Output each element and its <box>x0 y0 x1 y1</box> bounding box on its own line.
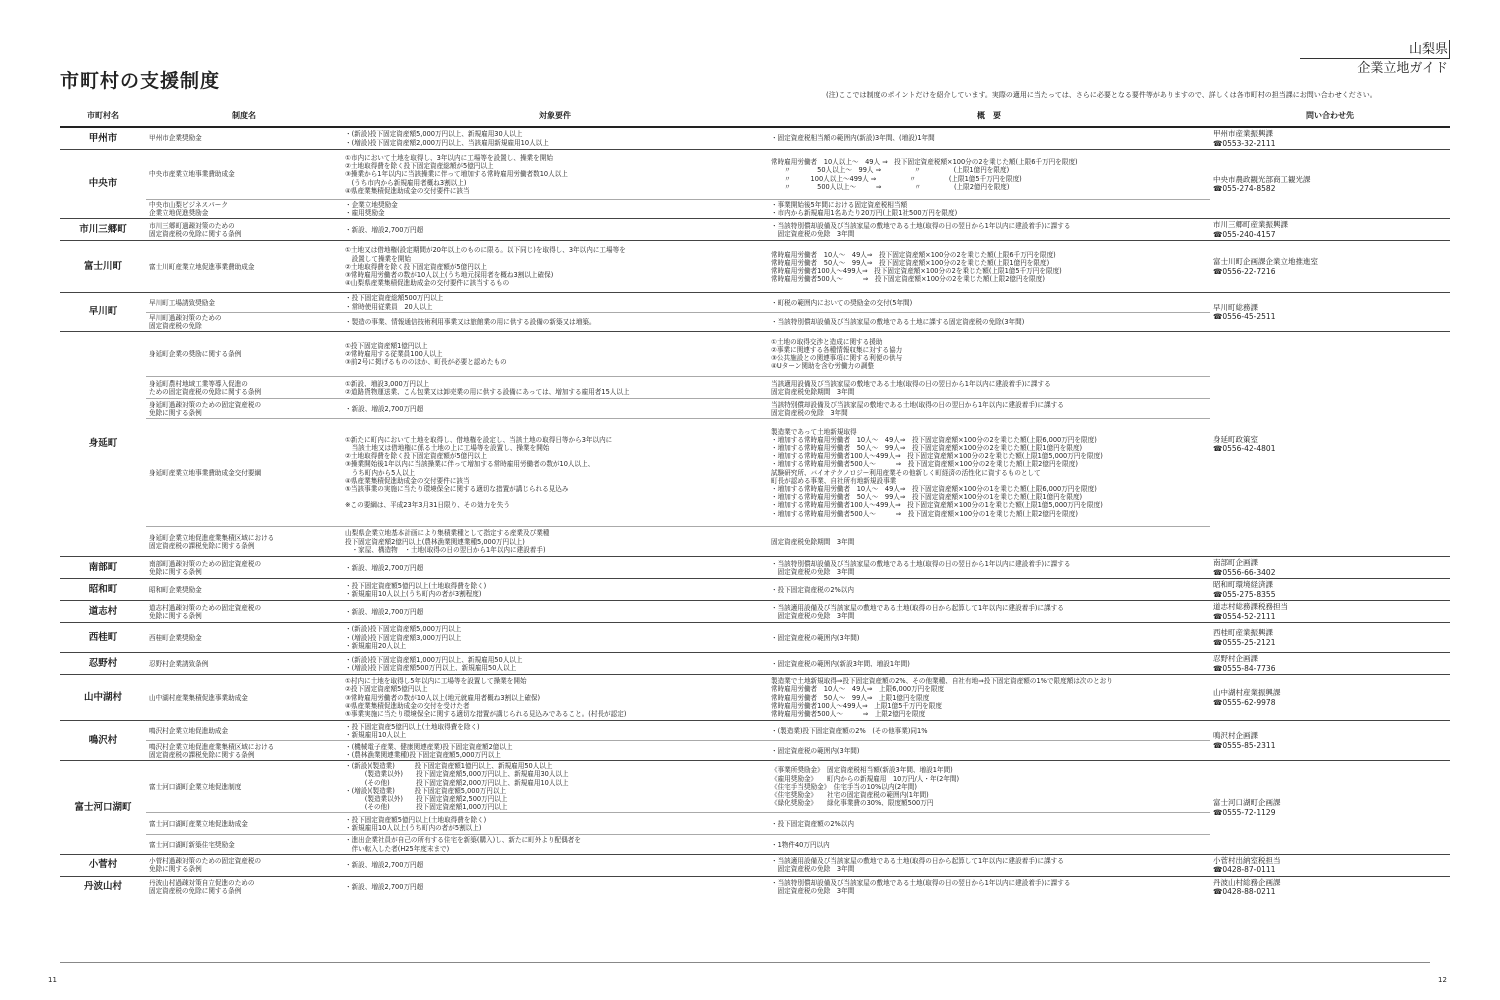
requirements-cell: ①土地又は借地権(設定期間が20年以上のものに限る。以下同じ)を取得し、3年以内に工場等を 設置して操業を開始 ②土地取得費を除く投下固定資産額が5億円以上 ③常時雇用労働者の数が10人以上(うち地元採用者を概ね3割以上確保) ④山梨県産業集積促進助成金の交付要件に該当するもの <box>342 241 768 293</box>
requirements-cell: ・新設、増設2,700万円超 <box>342 219 768 241</box>
contact-cell: 忍野村企画課 ☎0555-84-7736 <box>1210 653 1450 675</box>
municipality-cell: 身延町 <box>60 332 146 557</box>
requirements-cell: ①新設、増設3,000万円以上 ②道路貨物運送業、こん包業又は卸売業の用に供する設備にあっては、増加する雇用者15人以上 <box>342 377 768 399</box>
system-name-cell: 富士川町産業立地促進事業費助成金 <box>146 241 342 293</box>
support-system-table <box>60 104 1450 898</box>
requirements-cell: ・(新設)投下固定資産額5,000万円以上 ・(増設)投下固定資産額3,000万円以上 ・新規雇用20人以上 <box>342 623 768 653</box>
contact-cell: 南部町企画課 ☎0556-66-3402 <box>1210 557 1450 579</box>
requirements-cell: ①市内において土地を取得し、3年以内に工場等を設置し、操業を開始 ②土地取得費を除く投下固定資産総額が5億円以上 ③操業から1年以内に当該操業に伴って増加する常時雇用労働者数10人以上 (うち市内から新規雇用者概ね3割以上) ④県産業集積促進助成金の交付要件に該当 <box>342 150 768 200</box>
contact-cell: 丹波山村総務企画課 ☎0428-88-0211 <box>1210 876 1450 898</box>
outline-cell: ・固定資産税の範囲内(3年間) <box>768 623 1210 653</box>
municipality-cell: 甲州市 <box>60 127 146 150</box>
system-name-cell: 忍野村企業誘致条例 <box>146 653 342 675</box>
table-row <box>60 854 1450 876</box>
outline-cell: ・投下固定資産税の2%以内 <box>768 579 1210 601</box>
disclaimer-note: (注)ここでは制度のポイントだけを紹介しています。実際の適用に当たっては、さらに必要となる要件等がありますので、詳しくは各市町村の担当課にお問い合わせください。 <box>826 91 1377 99</box>
table-row <box>60 241 1450 293</box>
contact-cell: 身延町政策室 ☎0556-42-4801 <box>1210 332 1450 557</box>
table-header-row <box>60 104 1450 127</box>
contact-cell: 市川三郷町産業振興課 ☎055-240-4157 <box>1210 219 1450 241</box>
system-name-cell: 道志村過疎対策のための固定資産税の 免除に関する条例 <box>146 601 342 623</box>
system-name-cell: 早川町工場誘致奨励金 <box>146 293 342 312</box>
municipality-cell: 早川町 <box>60 293 146 332</box>
table-row <box>60 127 1450 150</box>
outline-cell: 当該適用設備及び当該家屋の敷地である土地(取得の日の翌日から1年以内に建設着手)に課する 固定資産税免除期間 3年間 <box>768 377 1210 399</box>
guide-label: 企業立地ガイド <box>1357 61 1448 76</box>
requirements-cell: ・企業立地奨励金 ・雇用奨励金 <box>342 200 768 219</box>
table-row <box>60 761 1450 813</box>
system-name-cell: 中央市産業立地事業費助成金 <box>146 150 342 200</box>
outline-cell: ・当該特別償却設備及び当該家屋の敷地である土地に課する固定資産税の免除(3年間) <box>768 312 1210 331</box>
contact-cell: 中央市農政観光部商工観光課 ☎055-274-8582 <box>1210 150 1450 219</box>
col-header-muni: 市町村名 <box>60 104 146 127</box>
outline-cell: ・当該適用設備及び当該家屋の敷地である土地(取得の日から起算して1年以内に建設着手)に課する 固定資産税の免除 3年間 <box>768 601 1210 623</box>
prefecture-label: 山梨県 <box>1408 42 1448 57</box>
outline-cell: ・1物件40万円以内 <box>768 835 1210 854</box>
page-number-right: 12 <box>1438 976 1447 984</box>
table-row <box>60 675 1450 721</box>
outline-cell: ・当該特別償却設備及び当該家屋の敷地である土地(取得の日の翌日から1年以内に建設着手)に課する 固定資産税の免除 3年間 <box>768 557 1210 579</box>
system-name-cell: 身延町農村地域工業等導入促進の ための固定資産税の免除に関する条例 <box>146 377 342 399</box>
system-name-cell: 西桂町企業奨励金 <box>146 623 342 653</box>
publication-header <box>1357 40 1448 78</box>
outline-cell: 常時雇用労働者 10人以上～ 49人 ⇒ 投下固定資産税額×100分の2を乗じた額(上限6千万円を限度) 〃 50人以上～ 99人 ⇒ 〃 (上限1億円を限度) 〃 100人以上～499人 ⇒ 〃 (上限1億5千万円を限度) 〃 500人以上～ ⇒ 〃 (上限2億円を限度) <box>768 150 1210 200</box>
outline-cell: ・当該特別償却設備及び当該家屋の敷地である土地(取得の日の翌日から1年以内に建設着手)に課する 固定資産税の免除 3年間 <box>768 219 1210 241</box>
table-row <box>60 721 1450 741</box>
system-name-cell: 甲州市企業奨励金 <box>146 127 342 150</box>
outline-cell: ・当該適用設備及び当該家屋の敷地である土地(取得の日から起算して1年以内に建設着手)に課する 固定資産税の免除 3年間 <box>768 854 1210 876</box>
contact-cell: 早川町総務課 ☎0556-45-2511 <box>1210 293 1450 332</box>
requirements-cell: ・投下固定資産額5億円以上(土地取得費を除く) ・新規雇用10人以上(うち町内の者が3割程度) <box>342 579 768 601</box>
system-name-cell: 昭和町企業奨励金 <box>146 579 342 601</box>
municipality-cell: 鳴沢村 <box>60 721 146 761</box>
requirements-cell: 山梨県企業立地基本計画により集積業種として指定する産業及び業種 投下固定資産額2億円以上(農林漁業関連業種5,000万円以上) ・家屋、構造物 ・土地(取得の日の翌日から1年以内に建設着手) <box>342 527 768 557</box>
outline-cell: 固定資産税免除期間 3年間 <box>768 527 1210 557</box>
outline-cell: 当該特別償却設備及び当該家屋の敷地である土地(取得の日の翌日から1年以内に建設着手)に課する 固定資産税の免除 3年間 <box>768 399 1210 419</box>
requirements-cell: ・投下固定資産総額500万円以上 ・常時使用従業員 20人以上 <box>342 293 768 312</box>
requirements-cell: ・投下固定資産額5億円以上(土地取得費を除く) ・新規雇用10人以上(うち町内の者が5割以上) <box>342 813 768 835</box>
col-header-requirements: 対象要件 <box>342 104 768 127</box>
contact-cell: 西桂町産業振興課 ☎0555-25-2121 <box>1210 623 1450 653</box>
municipality-cell: 富士川町 <box>60 241 146 293</box>
municipality-cell: 市川三郷町 <box>60 219 146 241</box>
system-name-cell: 南部町過疎対策のための固定資産税の 免除に関する条例 <box>146 557 342 579</box>
table-row <box>60 557 1450 579</box>
contact-cell: 山中湖村産業振興課 ☎0555-62-9978 <box>1210 675 1450 721</box>
system-name-cell: 中央市山梨ビジネスパーク 企業立地促進奨励金 <box>146 200 342 219</box>
municipality-cell: 道志村 <box>60 601 146 623</box>
requirements-cell: ・製造の事業、情報通信技術利用事業又は旅館業の用に供する設備の新築又は増築。 <box>342 312 768 331</box>
system-name-cell: 鳴沢村企業立地促進助成金 <box>146 721 342 741</box>
municipality-cell: 小菅村 <box>60 854 146 876</box>
table-row <box>60 219 1450 241</box>
outline-cell: ・固定資産税相当額の範囲内(新設)3年間、(増設)1年間 <box>768 127 1210 150</box>
outline-cell: ①土地の取得交渉と造成に関する援助 ②事業に関連する各種情報収集に対する協力 ③公共施設との関連事項に関する利便の供与 ④Uターン関助を含む労働力の調整 <box>768 332 1210 377</box>
system-name-cell: 富士河口湖町産業立地促進助成金 <box>146 813 342 835</box>
table-row <box>60 332 1450 377</box>
system-name-cell: 身延町企業立地促進産業集積区域における 固定資産税の課税免除に関する条例 <box>146 527 342 557</box>
system-name-cell: 小菅村過疎対策のための固定資産税の 免除に関する条例 <box>146 854 342 876</box>
system-name-cell: 富士河口湖町企業立地促進制度 <box>146 761 342 813</box>
col-header-contact: 問い合わせ先 <box>1210 104 1450 127</box>
contact-cell: 昭和町環境経済課 ☎055-275-8355 <box>1210 579 1450 601</box>
contact-cell: 甲州市産業振興課 ☎0553-32-2111 <box>1210 127 1450 150</box>
table-row <box>60 623 1450 653</box>
requirements-cell: ・(新設)投下固定資産額5,000万円以上、新規雇用30人以上 ・(増設)投下固定資産額2,000万円以上、当該雇用新規雇用10人以上 <box>342 127 768 150</box>
requirements-cell: ・新設、増設2,700万円超 <box>342 601 768 623</box>
system-name-cell: 山中湖村産業集積促進事業助成金 <box>146 675 342 721</box>
system-name-cell: 鳴沢村企業立地促進産業集積区域における 固定資産税の課税免除に関する条例 <box>146 741 342 761</box>
requirements-cell: ①村内に土地を取得し5年以内に工場等を設置して操業を開始 ②投下固定資産額5億円以上 ③常時雇用労働者の数が10人以上(地元就雇用者概ね3割以上確保) ④県産業集積促進助成金の交付を受けた者 ⑤事業実施に当たり環境保全に関する適切な措置が講じられる見込みであること。(村長が認定) <box>342 675 768 721</box>
municipality-cell: 山中湖村 <box>60 675 146 721</box>
table-row <box>60 150 1450 200</box>
municipality-cell: 丹波山村 <box>60 876 146 898</box>
requirements-cell: ・(新設)投下固定資産額1,000万円以上、新規雇用50人以上 ・(増設)投下固定資産額500万円以上、新規雇用50人以上 <box>342 653 768 675</box>
contact-cell: 道志村総務課税務担当 ☎0554-52-2111 <box>1210 601 1450 623</box>
outline-cell: ・町税の範囲内においての奨励金の交付(5年間) <box>768 293 1210 312</box>
outline-cell: 《事業所奨励金》 固定資産税相当額(新設3年間、増設1年間) 《雇用奨励金》 町内からの新規雇用 10万円/人・年(2年間) 《住宅手当奨励金》 住宅手当の10%以内(2年間) 《住宅奨励金》 社宅の固定資産税の範囲内(1年間) 《緑化奨励金》 緑化事業費の30%、限度額500万円 <box>768 761 1210 813</box>
municipality-cell: 中央市 <box>60 150 146 219</box>
col-header-outline: 概 要 <box>768 104 1210 127</box>
outline-cell: ・投下固定資産額の2%以内 <box>768 813 1210 835</box>
municipality-cell: 昭和町 <box>60 579 146 601</box>
requirements-cell: ・投下固定資産5億円以上(土地取得費を除く) ・新規雇用10人以上 <box>342 721 768 741</box>
col-header-system: 制度名 <box>146 104 342 127</box>
header-rule-vertical <box>1449 40 1450 58</box>
requirements-cell: ①新たに町内において土地を取得し、借地権を設定し、当該土地の取得日等から3年以内に 当該土地又は借地権に係る土地の上に工場等を設置し、操業を開始 ②土地取得費を除く投下固定資産額が5億円以上 ③操業開始後1年以内に当該操業に伴って増加する常時雇用労働者の数が10人以上、 うち町内から5人以上 ④県産業集積促進助成金の交付要件に該当 ⑤当該事業の実施に当たり環境保全に関する適切な措置が講じられる見込み ※この要綱は、平成23年3月31日限り、その効力を失う <box>342 419 768 527</box>
outline-cell: ・当該特別償却設備及び当該家屋の敷地である土地(取得の日の翌日から1年以内に建設着手)に課する 固定資産税の免除 3年間 <box>768 876 1210 898</box>
table-row <box>60 653 1450 675</box>
footer-rule <box>60 962 1430 963</box>
system-name-cell: 身延町産業立地事業費助成金交付要綱 <box>146 419 342 527</box>
requirements-cell: ・新設、増設2,700万円超 <box>342 854 768 876</box>
requirements-cell: ①投下固定資産額1億円以上 ②常時雇用する従業員100人以上 ③前2号に掲げるもののほか、町長が必要と認めたもの <box>342 332 768 377</box>
table-row <box>60 876 1450 898</box>
municipality-cell: 富士河口湖町 <box>60 761 146 855</box>
page-title: 市町村の支援制度 <box>60 70 221 92</box>
requirements-cell: ・進出企業社員が自己の所有する住宅を新築(購入)し、新たに町外より配偶者を 伴い転入した者(H25年度末まで) <box>342 835 768 854</box>
outline-cell: ・固定資産税の範囲内(3年間) <box>768 741 1210 761</box>
outline-cell: ・(製造業)投下固定資産額の2% (その他事業)同1% <box>768 721 1210 741</box>
table-body <box>60 127 1450 898</box>
outline-cell: 常時雇用労働者 10人～ 49人⇒ 投下固定資産額×100分の2を乗じた額(上限6千万円を限度) 常時雇用労働者 50人～ 99人⇒ 投下固定資産額×100分の2を乗じた額(上限1億円を限度) 常時雇用労働者100人～499人⇒ 投下固定資産額×100分の2を乗じた額(上限1億5千万円を限度) 常時雇用労働者500人～ ⇒ 投下固定資産額×100分の2を乗じた額(上限2億円を限度) <box>768 241 1210 293</box>
requirements-cell: ・(機械電子産業、健康関連産業)投下固定資産額2億以上 ・(農林漁業関連業種)投下固定資産額5,000万円以上 <box>342 741 768 761</box>
table-row <box>60 601 1450 623</box>
table-row <box>60 293 1450 312</box>
table-row <box>60 579 1450 601</box>
requirements-cell: ・新設、増設2,700万円超 <box>342 876 768 898</box>
contact-cell: 小菅村出納室税担当 ☎0428-87-0111 <box>1210 854 1450 876</box>
requirements-cell: ・新設、増設2,700万円超 <box>342 557 768 579</box>
outline-cell: ・固定資産税の範囲内(新設3年間、増設1年間) <box>768 653 1210 675</box>
requirements-cell: ・新設、増設2,700万円超 <box>342 399 768 419</box>
system-name-cell: 身延町過疎対策のための固定資産税の 免除に関する条例 <box>146 399 342 419</box>
system-name-cell: 早川町過疎対策のための 固定資産税の免除 <box>146 312 342 331</box>
municipality-cell: 南部町 <box>60 557 146 579</box>
system-name-cell: 市川三郷町過疎対策のための 固定資産税の免除に関する条例 <box>146 219 342 241</box>
outline-cell: 製造業であって土地新規取得 ・増加する常時雇用労働者 10人～ 49人⇒ 投下固定資産額×100分の2を乗じた額(上限6,000万円を限度) ・増加する常時雇用労働者 50人～ 99人⇒ 投下固定資産額×100分の2を乗じた額(上限1億円を限度) ・増加する常時雇用労働者100人～499人⇒ 投下固定資産額×100分の2を乗じた額(上限1億5,000万円を限度) ・増加する常時雇用労働者500人～ ⇒ 投下固定資産額×100分の2を乗じた額(上限2億円を限度) 試験研究所、バイオテクノロジー利用産業その他新しく町経済の活性化に資するものとして 町長が認める事業、自社所有地新規設事業 ・増加する常時雇用労働者 10人～ 49人⇒ 投下固定資産額×100分の1を乗じた額(上限6,000万円を限度) ・増加する常時雇用労働者 50人～ 99人⇒ 投下固定資産額×100分の1を乗じた額(上限1億円を限度) ・増加する常時雇用労働者100人～499人⇒ 投下固定資産額×100分の1を乗じた額(上限1億5,000万円を限度) ・増加する常時雇用労働者500人～ ⇒ 投下固定資産額×100分の1を乗じた額(上限2億円を限度) <box>768 419 1210 527</box>
municipality-cell: 西桂町 <box>60 623 146 653</box>
contact-cell: 富士河口湖町企画課 ☎0555-72-1129 <box>1210 761 1450 855</box>
outline-cell: ・事業開始後5年間における固定資産税相当額 ・市内から新規雇用1名あたり20万円(上限1社500万円を限度) <box>768 200 1210 219</box>
municipality-cell: 忍野村 <box>60 653 146 675</box>
contact-cell: 富士川町企画課企業立地推進室 ☎0556-22-7216 <box>1210 241 1450 293</box>
page-number-left: 11 <box>48 976 57 984</box>
outline-cell: 製造業で土地新規取得⇒投下固定資産額の2%、その他業種、自社有地⇒投下固定資産額の1%で限度額は次のとおり 常時雇用労働者 10人～ 49人⇒ 上限6,000万円を限度 常時雇用労働者 50人～ 99人⇒ 上限1億円を限度 常時雇用労働者100人～499人⇒ 上限1億5千万円を限度 常時雇用労働者500人～ ⇒ 上限2億円を限度 <box>768 675 1210 721</box>
system-name-cell: 富士河口湖町新築住宅奨励金 <box>146 835 342 854</box>
contact-cell: 鳴沢村企画課 ☎0555-85-2311 <box>1210 721 1450 761</box>
system-name-cell: 丹波山村過疎対策自立促進のための 固定資産税の免除に関する条例 <box>146 876 342 898</box>
requirements-cell: ・(新設)(製造業) 投下固定資産額1億円以上、新規雇用50人以上 (製造業以外) 投下固定資産額5,000万円以上、新規雇用30人以上 (その他) 投下固定資産額2,000万円以上、新規雇用10人以上 ・(増設)(製造業) 投下固定資産額5,000万円以上 (製造業以外) 投下固定資産額2,500万円以上 (その他) 投下固定資産額1,000万円以上 <box>342 761 768 813</box>
system-name-cell: 身延町企業の奨励に関する条例 <box>146 332 342 377</box>
